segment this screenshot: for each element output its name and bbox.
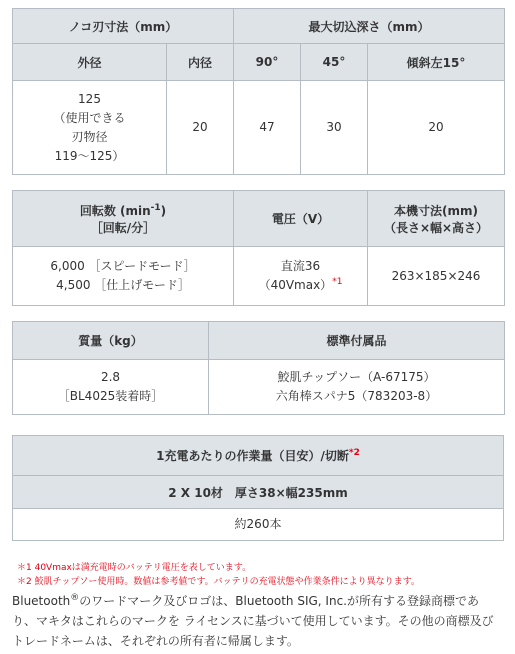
voltage-value: 直流36 $(40Vmax)^{*1}$	[234, 247, 368, 306]
max-depth-header: 最大切込深さ（mm）	[234, 9, 505, 44]
workload-result: 約260本	[13, 509, 504, 541]
angle-45-header: 45°	[301, 44, 368, 81]
bluetooth-trademark-notice: Bluetooth®のワードマーク及びロゴは、Bluetooth SIG, Inc.が所有する登録商標であ り、マキタはこれらのマークを ライセンスに基づいて使用しています。その他の商標及び トレードネームは、それぞれの所有者に帰属します。	[12, 593, 494, 648]
accessories-header: 標準付属品	[209, 322, 505, 360]
workload-condition: 2 X 10材 厚さ38×幅235mm	[13, 476, 504, 509]
footnote-1: ＊1 40Vmaxは満充電時のバッテリ電圧を表しています。	[17, 563, 252, 573]
tilt-left-15-header: 傾斜左15°	[368, 44, 505, 81]
speed-voltage-dimensions-table	[12, 190, 505, 306]
mass-header: 質量（kg）	[13, 322, 209, 360]
mass-accessories-table	[12, 321, 505, 415]
footnote-2: ＊2 鮫肌チップソー使用時。数値は参考値です。バッテリの充電状態や作業条件により異なります。	[17, 577, 420, 587]
speed-header: 回転数 $(\min^{-1})$ ［回転/分］	[13, 191, 234, 247]
depth-tilt-value: 20	[368, 81, 505, 175]
footnotes	[17, 561, 420, 589]
accessories-value	[209, 360, 505, 415]
depth-90-value: 47	[234, 81, 301, 175]
voltage-header: 電圧（V）	[234, 191, 368, 247]
depth-45-value: 30	[301, 81, 368, 175]
dimensions-header: 本機寸法(mm) （長さ×幅×高さ）	[368, 191, 505, 247]
saw-blade-depth-table	[12, 8, 505, 175]
outer-diameter-header: 外径	[13, 44, 167, 81]
inner-diameter-value: 20	[167, 81, 234, 175]
speed-value: 6,000 ［スピードモード］ 4,500 ［仕上げモード］	[13, 247, 234, 306]
accessory-hex-wrench: 六角棒スパナ5（783203-8）	[275, 389, 438, 403]
workload-table	[12, 435, 504, 541]
dimensions-value: 263×185×246	[368, 247, 505, 306]
workload-header: 1充電あたりの作業量（目安）/切断$^{*2}$	[13, 436, 504, 476]
note-2-mark: *2	[348, 448, 360, 458]
note-1-mark: *1	[332, 277, 343, 287]
angle-90-header: 90°	[234, 44, 301, 81]
inner-diameter-header: 内径	[167, 44, 234, 81]
saw-size-header: ノコ刃寸法（mm）	[13, 9, 234, 44]
mass-value: 2.8 ［BL4025装着時］	[13, 360, 209, 415]
outer-diameter-value: 125 （使用できる 刃物径 119～125）	[13, 81, 167, 175]
accessory-chip-saw: 鮫肌チップソー（A-67175）	[277, 370, 436, 384]
